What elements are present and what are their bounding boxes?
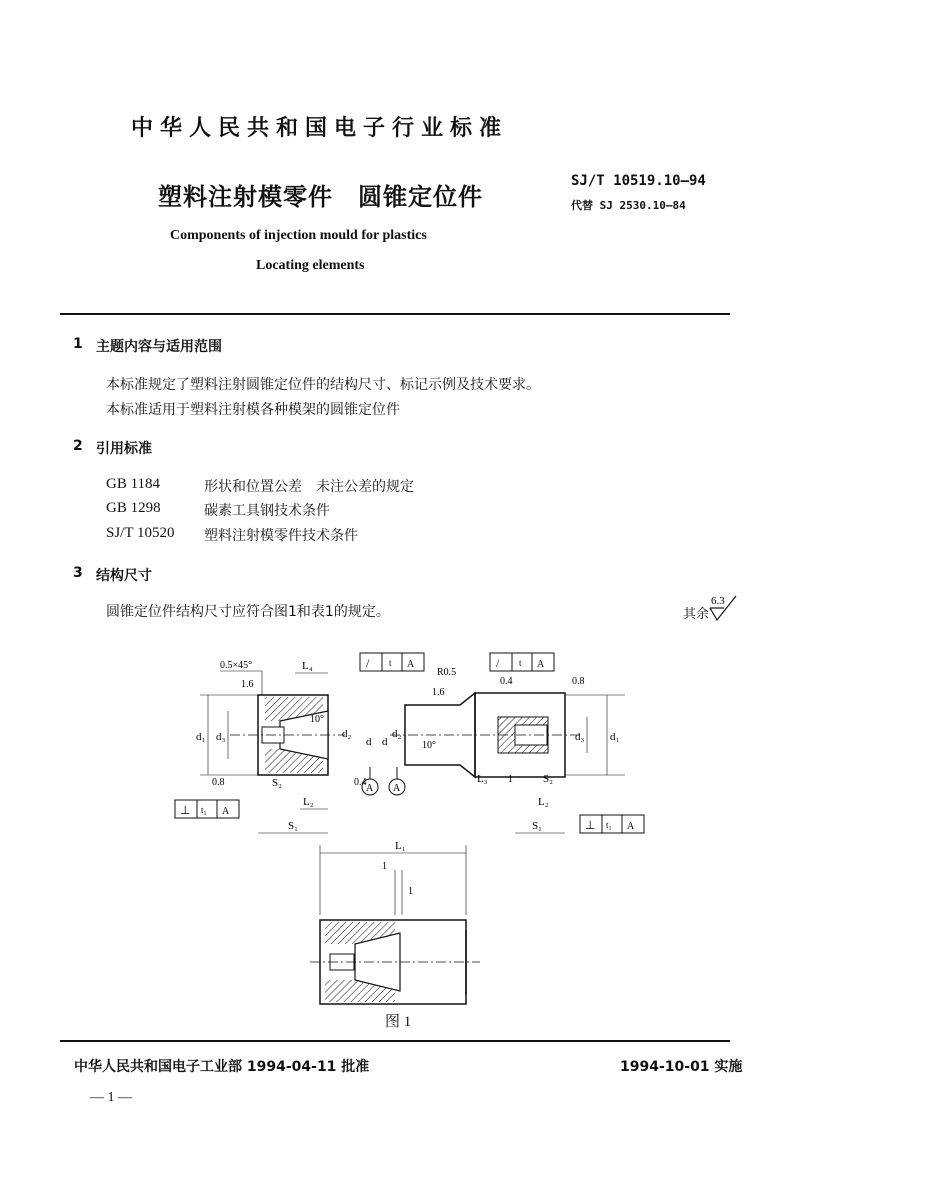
svg-text:A: A bbox=[222, 806, 230, 817]
english-title: Components of injection mould for plastics bbox=[170, 228, 427, 243]
section-1-number: 1 bbox=[73, 336, 83, 352]
section-3-title: 结构尺寸 bbox=[96, 568, 152, 584]
dim-1-right: 1 bbox=[508, 774, 513, 785]
dim-1-upper: 1 bbox=[382, 861, 387, 872]
dim-L4: L₄ bbox=[302, 660, 313, 672]
figure-caption: 图 1 bbox=[385, 1014, 412, 1030]
svg-text:⊥: ⊥ bbox=[180, 803, 191, 817]
header-rule bbox=[60, 313, 730, 315]
tolerance-frame-left bbox=[175, 800, 239, 818]
effective-date: 1994-10-01 实施 bbox=[620, 1059, 743, 1075]
svg-text:A: A bbox=[537, 659, 545, 670]
ref-name-2: 碳素工具钢技术条件 bbox=[204, 503, 330, 519]
english-subtitle: Locating elements bbox=[256, 258, 365, 273]
dim-S2-right: S₂ bbox=[543, 773, 553, 785]
dim-d1-left: d₁ bbox=[196, 731, 206, 743]
dim-L3: L₃ bbox=[477, 773, 488, 785]
tolerance-frame-right bbox=[580, 815, 644, 833]
roughness-symbol-icon bbox=[708, 592, 744, 624]
tolerance-frame-top-left bbox=[360, 653, 424, 671]
svg-text:/: / bbox=[496, 656, 500, 670]
dim-S1-right: S₁ bbox=[532, 820, 542, 832]
datum-a-label-2: A bbox=[393, 783, 401, 794]
ref-code-3: SJ/T 10520 bbox=[106, 525, 175, 541]
angle-10-right: 10° bbox=[422, 740, 436, 751]
svg-text:A: A bbox=[627, 821, 635, 832]
footer-rule bbox=[60, 1040, 730, 1042]
radius-label: R0.5 bbox=[437, 667, 457, 678]
svg-text:t: t bbox=[519, 658, 522, 668]
dim-L1: L₁ bbox=[395, 840, 406, 852]
svg-text:A: A bbox=[407, 659, 415, 670]
ref-code-2: GB 1298 bbox=[106, 500, 161, 516]
page-title: 塑料注射模零件 圆锥定位件 bbox=[158, 183, 483, 211]
dim-d1-right: d₁ bbox=[610, 731, 620, 743]
issuing-org: 中华人民共和国电子行业标准 bbox=[131, 116, 509, 141]
ref-name-1: 形状和位置公差 未注公差的规定 bbox=[204, 479, 414, 495]
dim-d-right: d bbox=[382, 736, 388, 748]
page-number: — 1 — bbox=[90, 1090, 132, 1105]
angle-10-left: 10° bbox=[310, 714, 324, 725]
roughness-0.4-right: 0.4 bbox=[500, 676, 513, 687]
section-1-para-2: 本标准适用于塑料注射模各种模架的圆锥定位件 bbox=[106, 402, 400, 418]
chamfer-label: 0.5×45° bbox=[220, 660, 253, 671]
dim-d3-right: d₃ bbox=[575, 731, 585, 743]
svg-text:/: / bbox=[366, 656, 370, 670]
roughness-0.8-left: 0.8 bbox=[212, 777, 225, 788]
right-cone-pin bbox=[390, 693, 580, 777]
roughness-rest-value: 6.3 bbox=[711, 595, 725, 607]
section-2-title: 引用标准 bbox=[96, 441, 152, 457]
approval-note: 中华人民共和国电子工业部 1994-04-11 批准 bbox=[74, 1059, 370, 1075]
dim-1-lower: 1 bbox=[408, 886, 413, 897]
dim-d3-left: d₃ bbox=[216, 731, 226, 743]
datum-a-label-1: A bbox=[366, 783, 374, 794]
tolerance-frame-top-right bbox=[490, 653, 554, 671]
section-2-number: 2 bbox=[73, 438, 83, 454]
svg-text:t₁: t₁ bbox=[606, 820, 612, 830]
section-3-number: 3 bbox=[73, 565, 83, 581]
ref-code-1: GB 1184 bbox=[106, 476, 161, 492]
svg-text:⊥: ⊥ bbox=[585, 818, 596, 832]
section-1-title: 主题内容与适用范围 bbox=[96, 339, 222, 355]
section-1-para-1: 本标准规定了塑料注射圆锥定位件的结构尺寸、标记示例及技术要求。 bbox=[106, 377, 540, 393]
dim-L2-left: L₂ bbox=[303, 796, 314, 808]
left-locating-sleeve bbox=[230, 695, 345, 775]
replaces-code: 代替 SJ 2530.10—84 bbox=[571, 199, 686, 212]
roughness-rest-label: 其余 bbox=[683, 607, 710, 622]
roughness-0.4-mid: 0.4 bbox=[354, 777, 367, 788]
dim-L2-right: L₂ bbox=[538, 796, 549, 808]
dim-d2-left: d₂ bbox=[342, 728, 352, 740]
dim-d-left: d bbox=[366, 736, 372, 748]
dim-S2-left: S₂ bbox=[272, 777, 282, 789]
standard-code: SJ/T 10519.10—94 bbox=[571, 173, 706, 189]
dim-S1-left: S₁ bbox=[288, 820, 298, 832]
roughness-1.6-left: 1.6 bbox=[241, 679, 254, 690]
roughness-1.6-right: 1.6 bbox=[432, 687, 445, 698]
section-3-para: 圆锥定位件结构尺寸应符合图1和表1的规定。 bbox=[106, 604, 390, 620]
assembled-view bbox=[310, 920, 480, 1004]
figure-1-drawing bbox=[170, 645, 670, 1035]
dim-d2-right: d₂ bbox=[392, 728, 402, 740]
svg-text:t₁: t₁ bbox=[201, 805, 207, 815]
roughness-0.8-right: 0.8 bbox=[572, 676, 585, 687]
ref-name-3: 塑料注射模零件技术条件 bbox=[204, 528, 358, 544]
svg-text:t: t bbox=[389, 658, 392, 668]
